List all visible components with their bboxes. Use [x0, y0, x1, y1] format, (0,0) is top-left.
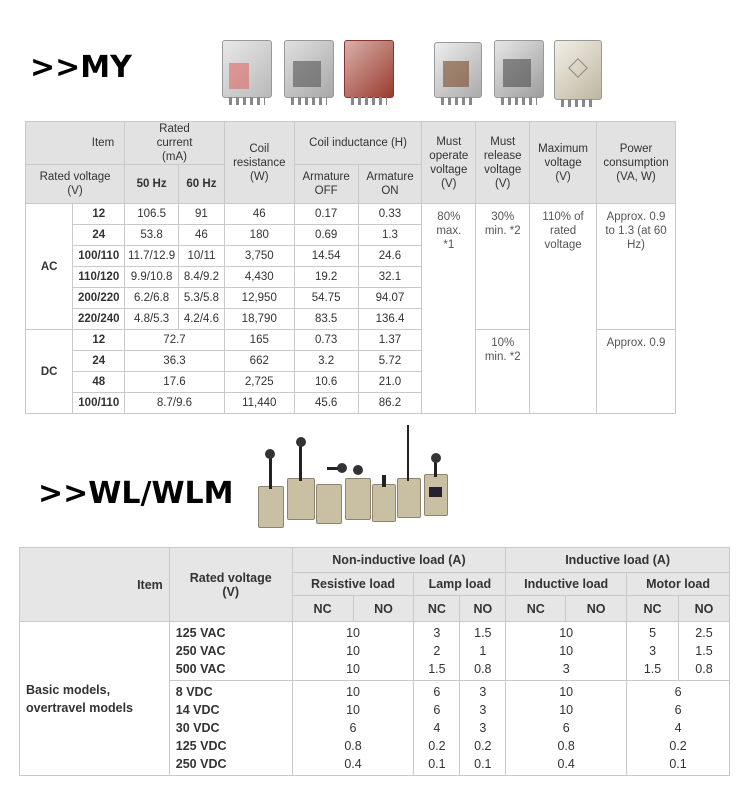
- table-cell: 9.9/10.8: [125, 267, 179, 288]
- table-cell: 17.6: [125, 372, 225, 393]
- table-cell: 83.5: [294, 309, 358, 330]
- header-no: NO: [566, 596, 627, 622]
- table-cell: 0.17: [294, 204, 358, 225]
- header-inductive-load: Inductive load (A): [506, 548, 730, 573]
- header-no: NO: [679, 596, 730, 622]
- table-cell: 32.1: [358, 267, 422, 288]
- table-cell: 1.3: [358, 225, 422, 246]
- table-cell: 110/120: [73, 267, 125, 288]
- table-cell: 24.6: [358, 246, 422, 267]
- wl-section-title: >>WL/WLM: [38, 476, 234, 511]
- ac-motor-no: 2.5 1.5 0.8: [679, 622, 730, 681]
- table-cell: 46: [179, 225, 225, 246]
- table-cell: 8.4/9.2: [179, 267, 225, 288]
- header-non-inductive-load: Non-inductive load (A): [292, 548, 506, 573]
- header-no: NO: [353, 596, 414, 622]
- table-cell: 5.72: [358, 351, 422, 372]
- table-cell: 91: [179, 204, 225, 225]
- table-cell: 14.54: [294, 246, 358, 267]
- dc-label: DC: [26, 330, 73, 414]
- power-dc-note: Approx. 0.9: [597, 330, 676, 414]
- table-cell: 12: [73, 330, 125, 351]
- table-cell: 48: [73, 372, 125, 393]
- table-cell: 0.73: [294, 330, 358, 351]
- table-cell: 24: [73, 225, 125, 246]
- header-50hz: 50 Hz: [125, 165, 179, 204]
- ac-motor-nc: 5 3 1.5: [627, 622, 679, 681]
- must-release-dc-note: 10% min. *2: [476, 330, 530, 414]
- table-cell: 165: [224, 330, 294, 351]
- table-cell: 10/11: [179, 246, 225, 267]
- ac-label: AC: [26, 204, 73, 330]
- header-max-voltage: Maximum voltage (V): [530, 122, 597, 204]
- header-lamp-load: Lamp load: [414, 573, 506, 596]
- table-cell: 86.2: [358, 393, 422, 414]
- header-rated-current: Rated current (mA): [125, 122, 225, 165]
- table-cell: 11.7/12.9: [125, 246, 179, 267]
- table-cell: 4.2/4.6: [179, 309, 225, 330]
- header-armature-on: Armature ON: [358, 165, 422, 204]
- header-item: Item: [20, 548, 170, 622]
- header-coil-inductance: Coil inductance (H): [294, 122, 422, 165]
- table-cell: 6.2/6.8: [125, 288, 179, 309]
- header-must-operate: Must operate voltage (V): [422, 122, 476, 204]
- table-cell: 24: [73, 351, 125, 372]
- my-section-title: >>MY: [30, 50, 132, 85]
- table-cell: 18,790: [224, 309, 294, 330]
- table-cell: 21.0: [358, 372, 422, 393]
- table-cell: 136.4: [358, 309, 422, 330]
- dc-resistive: 10 10 6 0.8 0.4: [292, 681, 414, 776]
- table-cell: 12: [73, 204, 125, 225]
- ac-inductive: 10 10 3: [506, 622, 627, 681]
- table-cell: 0.69: [294, 225, 358, 246]
- dc-lamp-no: 3 3 3 0.2 0.1: [460, 681, 506, 776]
- table-cell: 8.7/9.6: [125, 393, 225, 414]
- table-cell: 0.33: [358, 204, 422, 225]
- header-no: NO: [460, 596, 506, 622]
- max-voltage-note: 110% of rated voltage: [530, 204, 597, 414]
- table-cell: 11,440: [224, 393, 294, 414]
- ac-resistive: 10 10 10: [292, 622, 414, 681]
- must-release-ac-note: 30% min. *2: [476, 204, 530, 330]
- header-coil-resistance: Coil resistance (W): [224, 122, 294, 204]
- my-relay-spec-table: [25, 121, 676, 414]
- header-rated-voltage: Rated voltage (V): [26, 165, 125, 204]
- table-cell: 100/110: [73, 246, 125, 267]
- table-cell: 72.7: [125, 330, 225, 351]
- power-ac-note: Approx. 0.9 to 1.3 (at 60 Hz): [597, 204, 676, 330]
- table-cell: 45.6: [294, 393, 358, 414]
- header-inductive-sub: Inductive load: [506, 573, 627, 596]
- header-must-release: Must release voltage (V): [476, 122, 530, 204]
- wl-switch-spec-table: [19, 547, 730, 776]
- header-nc: NC: [414, 596, 460, 622]
- header-60hz: 60 Hz: [179, 165, 225, 204]
- dc-voltages: 8 VDC 14 VDC 30 VDC 125 VDC 250 VDC: [169, 681, 292, 776]
- table-cell: 53.8: [125, 225, 179, 246]
- header-item: Item: [26, 122, 125, 165]
- table-cell: 12,950: [224, 288, 294, 309]
- header-nc: NC: [506, 596, 566, 622]
- table-cell: 94.07: [358, 288, 422, 309]
- ac-lamp-no: 1.5 1 0.8: [460, 622, 506, 681]
- table-cell: 1.37: [358, 330, 422, 351]
- table-cell: 36.3: [125, 351, 225, 372]
- header-power: Power consumption (VA, W): [597, 122, 676, 204]
- ac-lamp-nc: 3 2 1.5: [414, 622, 460, 681]
- table-cell: 4.8/5.3: [125, 309, 179, 330]
- header-rated-voltage: Rated voltage (V): [169, 548, 292, 622]
- header-motor-load: Motor load: [627, 573, 730, 596]
- must-operate-note: 80% max. *1: [422, 204, 476, 414]
- header-nc: NC: [292, 596, 353, 622]
- table-cell: 3.2: [294, 351, 358, 372]
- header-armature-off: Armature OFF: [294, 165, 358, 204]
- dc-inductive: 10 10 6 0.8 0.4: [506, 681, 627, 776]
- table-cell: 46: [224, 204, 294, 225]
- dc-motor: 6 6 4 0.2 0.1: [627, 681, 730, 776]
- table-cell: 54.75: [294, 288, 358, 309]
- table-cell: 5.3/5.8: [179, 288, 225, 309]
- ac-voltages: 125 VAC 250 VAC 500 VAC: [169, 622, 292, 681]
- table-cell: 662: [224, 351, 294, 372]
- header-resistive-load: Resistive load: [292, 573, 414, 596]
- table-cell: 106.5: [125, 204, 179, 225]
- table-cell: 10.6: [294, 372, 358, 393]
- table-cell: 3,750: [224, 246, 294, 267]
- table-cell: 100/110: [73, 393, 125, 414]
- table-cell: 200/220: [73, 288, 125, 309]
- item-label: Basic models, overtravel models: [20, 622, 170, 776]
- dc-lamp-nc: 6 6 4 0.2 0.1: [414, 681, 460, 776]
- table-cell: 220/240: [73, 309, 125, 330]
- header-nc: NC: [627, 596, 679, 622]
- table-cell: 180: [224, 225, 294, 246]
- table-cell: 2,725: [224, 372, 294, 393]
- table-cell: 19.2: [294, 267, 358, 288]
- table-cell: 4,430: [224, 267, 294, 288]
